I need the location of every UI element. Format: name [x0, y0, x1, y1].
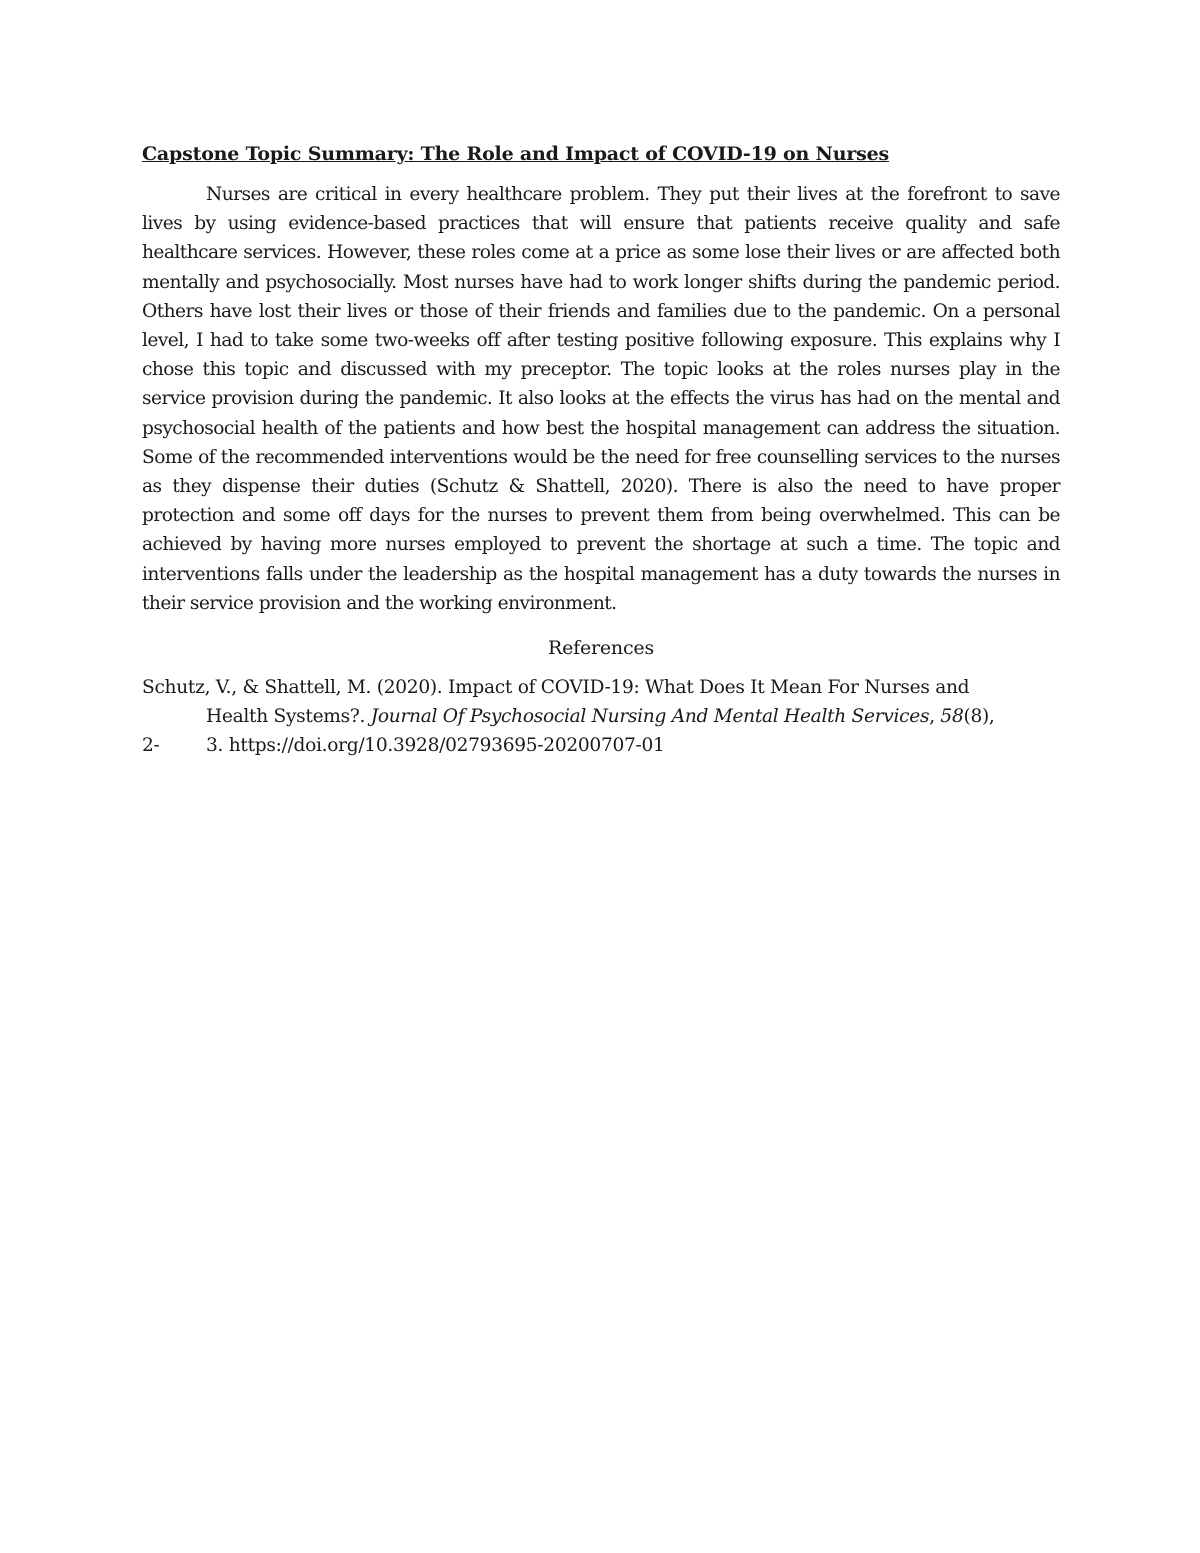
reference-entry — [142, 673, 1060, 760]
references-heading: References — [547, 637, 655, 660]
reference-volume: 58 — [940, 706, 964, 728]
reference-line-3 — [142, 731, 1060, 760]
reference-title-tail: Health Systems?. — [206, 706, 371, 728]
summary-paragraph: Nurses are critical in every healthcare problem. They put their lives at the forefront to save lives by using evidence-based practices that will ensure that patients receive quality and safe healthcare services. However, these roles come at a price as some lose their lives or are affected both mentally and psychosocially. Most nurses have had to work longer shifts during the pandemic period. Others have lost their lives or those of their friends and families due to the pandemic. On a personal level, I had to take some two-weeks off after testing positive following exposure. This explains why I chose this topic and discussed with my preceptor. The topic looks at the roles nurses play in the service provision during the pandemic. It also looks at the effects the virus has had on the mental and psychosocial health of the patients and how best the hospital management can address the situation. Some of the recommended interventions would be the need for free counselling services to the nurses as they dispense their duties (Schutz & Shattell, 2020). There is also the need to have proper protection and some off days for the nurses to prevent them from being overwhelmed. This can be achieved by having more nurses employed to prevent the shortage at such a time. The topic and interventions falls under the leadership as the hospital management has a duty towards the nurses in their service provision and the working environment. — [142, 184, 1060, 614]
document-title: Capstone Topic Summary: The Role and Impact of COVID-19 on Nurses — [142, 143, 890, 165]
document-page — [142, 140, 1060, 760]
reference-line-1: Schutz, V., & Shattell, M. (2020). Impact of COVID-19: What Does It Mean For Nurses and — [142, 677, 970, 699]
reference-doi: 3. https://doi.org/10.3928/02793695-20200707-01 — [206, 735, 665, 757]
reference-line-2 — [142, 702, 1060, 731]
reference-issue: (8), — [963, 706, 995, 728]
reference-pages-start: 2- — [142, 735, 160, 757]
reference-separator: , — [929, 706, 941, 728]
reference-journal: Journal Of Psychosocial Nursing And Mental Health Services — [370, 706, 930, 728]
